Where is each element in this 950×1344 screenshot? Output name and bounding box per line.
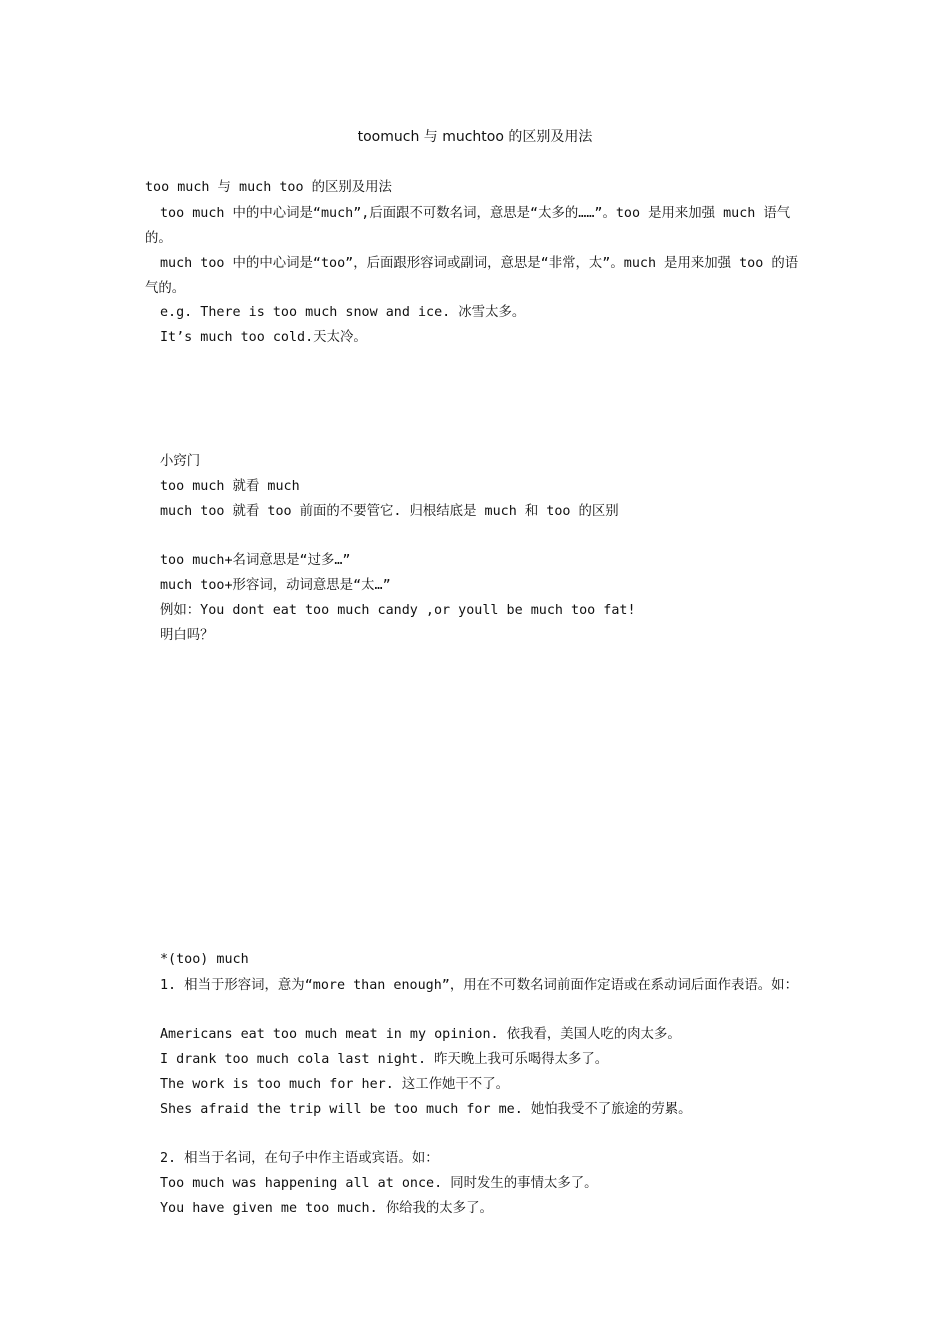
section1-paragraph-1: too much 中的中心词是“much”,后面跟不可数名词，意思是“太多的……”。too 是用来加强 much 语气的。 bbox=[145, 206, 791, 246]
tips-question: 明白吗？ bbox=[160, 628, 214, 643]
section3-point-1: 1. 相当于形容词，意为“more than enough”，用在不可数名词前面作定语或在系动词后面作表语。如： bbox=[160, 978, 798, 993]
tips-line-1: too much 就看 much bbox=[160, 479, 300, 494]
tips-line-2: much too 就看 too 前面的不要管它. 归根结底是 much 和 too 的区别 bbox=[160, 504, 619, 519]
section1-heading: too much 与 much too 的区别及用法 bbox=[145, 180, 392, 195]
section3-example-1: Americans eat too much meat in my opinion. 依我看，美国人吃的肉太多。 bbox=[160, 1027, 681, 1042]
section3-example-4: Shes afraid the trip will be too much for me. 她怕我受不了旅途的劳累。 bbox=[160, 1102, 692, 1117]
tips-line-3: too much+名词意思是“过多…” bbox=[160, 553, 351, 568]
section1-example-2: It’s much too cold.天太冷。 bbox=[160, 330, 367, 345]
tips-example: 例如：You dont eat too much candy ,or youll be much too fat! bbox=[160, 603, 636, 618]
section3-heading: *(too) much bbox=[160, 952, 249, 967]
section3-point-2: 2. 相当于名词，在句子中作主语或宾语。如： bbox=[160, 1151, 439, 1166]
section1-paragraph-2: much too 中的中心词是“too”，后面跟形容词或副词，意思是“非常，太”。much 是用来加强 too 的语气的。 bbox=[145, 256, 799, 296]
section1-example-1: e.g. There is too much snow and ice. 冰雪太多。 bbox=[160, 305, 526, 320]
section3-example-3: The work is too much for her. 这工作她干不了。 bbox=[160, 1077, 509, 1092]
tips-line-4: much too+形容词，动词意思是“太…” bbox=[160, 578, 391, 593]
section3-example-6: You have given me too much. 你给我的太多了。 bbox=[160, 1201, 493, 1216]
section3-example-2: I drank too much cola last night. 昨天晚上我可乐喝得太多了。 bbox=[160, 1052, 609, 1067]
section3-example-5: Too much was happening all at once. 同时发生的事情太多了。 bbox=[160, 1176, 598, 1191]
tips-heading: 小窍门 bbox=[160, 454, 201, 469]
page-title: toomuch 与 muchtoo 的区别及用法 bbox=[357, 129, 593, 145]
